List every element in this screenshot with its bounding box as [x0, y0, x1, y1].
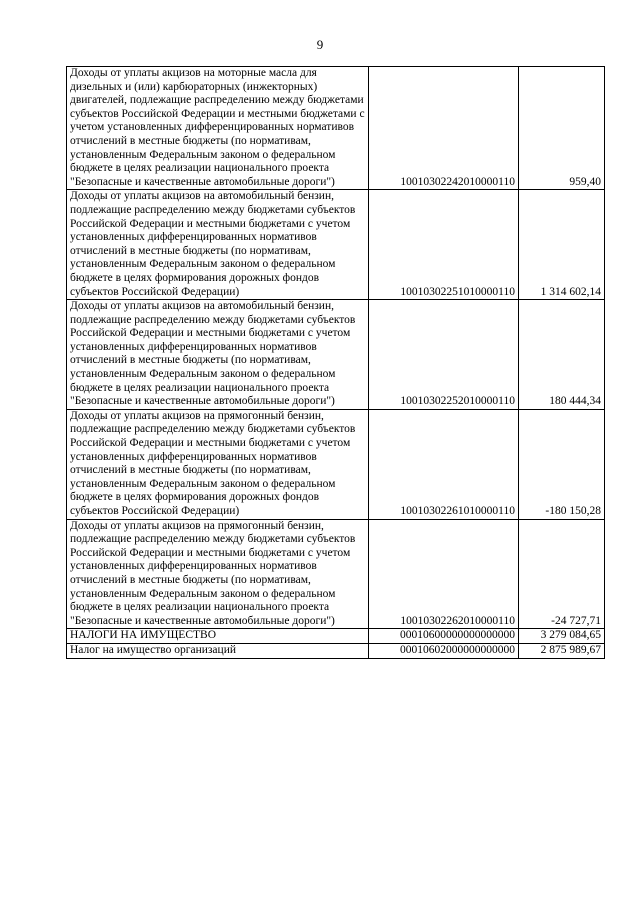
amount-cell: -180 150,28 [519, 409, 605, 519]
amount-cell: 1 314 602,14 [519, 190, 605, 300]
classification-code-cell: 00010602000000000000 [369, 643, 519, 658]
table-row [67, 67, 605, 190]
amount-cell: -24 727,71 [519, 519, 605, 629]
revenue-name-cell: НАЛОГИ НА ИМУЩЕСТВО [67, 629, 369, 644]
classification-code-cell: 10010302261010000110 [369, 409, 519, 519]
classification-code-cell: 10010302251010000110 [369, 190, 519, 300]
revenue-name-cell: Доходы от уплаты акцизов на прямогонный бензин, подлежащие распределению между бюджетами субъектов Российской Федерации и местными бюджетами с учетом установленных дифференцированных нормативов отчислений в местные бюджеты (по нормативам, установленным Федеральным законом о федеральном бюджете в целях реализации национального проекта "Безопасные и качественные автомобильные дороги") [67, 519, 369, 629]
revenue-name-cell: Доходы от уплаты акцизов на автомобильный бензин, подлежащие распределению между бюджетами субъектов Российской Федерации и местными бюджетами с учетом установленных дифференцированных нормативов отчислений в местные бюджеты (по нормативам, установленным Федеральным законом о федеральном бюджете в целях формирования дорожных фондов субъектов Российской Федерации) [67, 190, 369, 300]
revenue-name-cell: Доходы от уплаты акцизов на прямогонный бензин, подлежащие распределению между бюджетами субъектов Российской Федерации и местными бюджетами с учетом установленных дифференцированных нормативов отчислений в местные бюджеты (по нормативам, установленным Федеральным законом о федеральном бюджете в целях формирования дорожных фондов субъектов Российской Федерации) [67, 409, 369, 519]
table-row [67, 643, 605, 658]
table-row [67, 519, 605, 629]
revenue-name-cell: Доходы от уплаты акцизов на автомобильный бензин, подлежащие распределению между бюджетами субъектов Российской Федерации и местными бюджетами с учетом установленных дифференцированных нормативов отчислений в местные бюджеты (по нормативам, установленным Федеральным законом о федеральном бюджете в целях реализации национального проекта "Безопасные и качественные автомобильные дороги") [67, 300, 369, 410]
table-row [67, 409, 605, 519]
revenue-table [66, 66, 605, 659]
table-row [67, 190, 605, 300]
table-row [67, 300, 605, 410]
classification-code-cell: 10010302252010000110 [369, 300, 519, 410]
classification-code-cell: 10010302242010000110 [369, 67, 519, 190]
amount-cell: 180 444,34 [519, 300, 605, 410]
revenue-name-cell: Доходы от уплаты акцизов на моторные масла для дизельных и (или) карбюраторных (инжекторных) двигателей, подлежащие распределению между бюджетами субъектов Российской Федерации и местными бюджетами с учетом установленных дифференцированных нормативов отчислений в местные бюджеты (по нормативам, установленным Федеральным законом о федеральном бюджете в целях реализации национального проекта "Безопасные и качественные автомобильные дороги") [67, 67, 369, 190]
amount-cell: 2 875 989,67 [519, 643, 605, 658]
amount-cell: 959,40 [519, 67, 605, 190]
classification-code-cell: 10010302262010000110 [369, 519, 519, 629]
classification-code-cell: 00010600000000000000 [369, 629, 519, 644]
table-row [67, 629, 605, 644]
amount-cell: 3 279 084,65 [519, 629, 605, 644]
revenue-name-cell: Налог на имущество организаций [67, 643, 369, 658]
page-number: 9 [316, 37, 324, 52]
